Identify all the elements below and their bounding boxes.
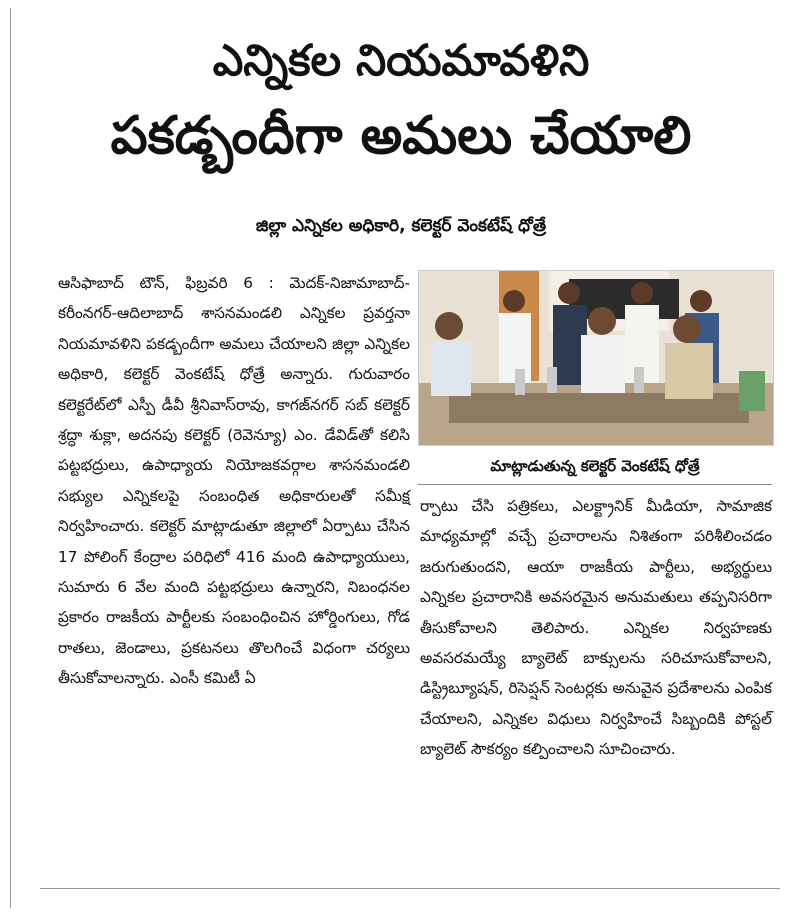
byline: జిల్లా ఎన్నికల అధికారి, కలెక్టర్ వెంకటేష్ ధోత్రే [255,216,547,236]
headline-line-1: ఎన్నికల నియమావళిని [212,36,590,86]
newspaper-clipping [10,8,792,908]
article-paragraph-right: ర్పాటు చేసి పత్రికలు, ఎలక్ట్రానిక్ మీడియా, సామాజిక మాధ్యమాల్లో వచ్చే ప్రచారాలను నిశితంగా పరిశీలించడం జరుగుతుందని, ఆయా రాజకీయ పార్టీలు, అభ్యర్థులు ఎన్నికల ప్రచారానికి అవసరమైన అనుమతులు తప్పనిసరిగా తీసుకోవాలని తెలిపారు. ఎన్నికల నిర్వహణకు అవసరమయ్యే బ్యాలెట్ బాక్సులను సరిచూసుకోవాలని, డిస్ట్రిబ్యూషన్, రిసెప్షన్ సెంటర్లకు అనువైన ప్రదేశాలను ఎంపిక చేయాలని, ఎన్నికల విధులు నిర్వహించే సిబ్బందికి పోస్టల్ బ్యాలెట్ సౌకర్యం కల్పించాలని సూచించారు. [420,497,772,759]
article-body-left-column [58,268,410,694]
bottom-rule [40,888,780,889]
meeting-photo-illustration [419,271,773,445]
meeting-photo [418,270,774,446]
photo-caption: మాట్లాడుతున్న కలెక్టర్ వెంకటేష్ ధోత్రే [418,448,772,485]
article-body-right-column [420,491,772,765]
headline-line-2: పకడ్బందీగా అమలు చేయాలి [110,106,692,166]
article-paragraph-left: ఆసిఫాబాద్ టౌన్, ఫిబ్రవరి 6 : మెదక్-నిజామాబాద్-కరీంనగర్-ఆదిలాబాద్ శాసనమండలి ఎన్నికల ప్రవర్తనా నియమావళిని పకడ్బందీగా అమలు చేయాలని జిల్లా ఎన్నికల అధికారి, కలెక్టర్ వెంకటేష్ ధోత్రే అన్నారు. గురువారం కలెక్టరేట్‌లో ఎస్పీ డీవీ శ్రీనివాస్‌రావు, కాగజ్‌నగర్ సబ్ కలెక్టర్ శ్రద్ధా శుక్లా, అదనపు కలెక్టర్ (రెవెన్యూ) ఎం. డేవిడ్‌తో కలిసి పట్టభద్రులు, ఉపాధ్యాయ నియోజకవర్గాల శాసనమండలి సభ్యుల ఎన్నికలపై సంబంధిత అధికారులతో సమీక్ష నిర్వహించారు. కలెక్టర్ మాట్లాడుతూ జిల్లాలో ఏర్పాటు చేసిన 17 పోలింగ్ కేంద్రాల పరిధిలో 416 మంది ఉపాధ్యాయులు, సుమారు 6 వేల మంది పట్టభద్రులు ఉన్నారని, నిబంధనల ప్రకారం రాజకీయ పార్టీలకు సంబంధించిన హోర్డింగులు, గోడ రాతలు, జెండాలు, ప్రకటనలు తొలగించే విధంగా చర్యలు తీసుకోవాలన్నారు. ఎంసీ కమిటీ ఏ [58,274,410,688]
